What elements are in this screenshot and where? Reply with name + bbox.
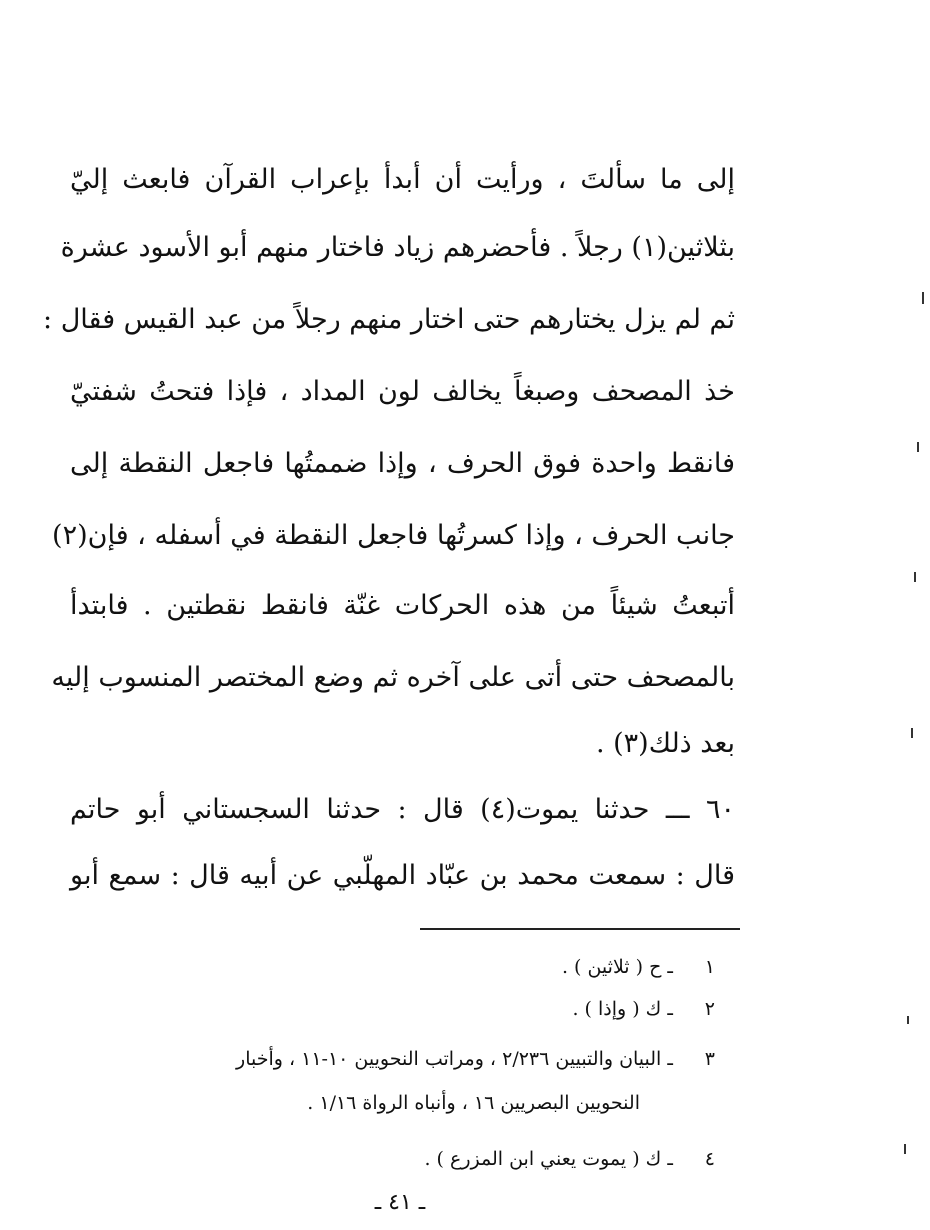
margin-mark (911, 728, 913, 738)
body-line-8: بالمصحف حتى أتى على آخره ثم وضع المختصر المنسوب إليه (51, 662, 735, 693)
body-line-9: بعد ذلك(٣) . (595, 728, 735, 759)
body-line-11: قال : سمعت محمد بن عبّاد المهلّبي عن أبيه قال : سمع أبو (70, 860, 735, 891)
margin-mark (917, 442, 919, 452)
body-line-6: جانب الحرف ، وإذا كسرتُها فاجعل النقطة في أسفله ، فإن(٢) (52, 520, 735, 551)
page-number: ـ ٤١ ـ (374, 1190, 426, 1215)
body-line-2: بثلاثين(١) رجلاً . فأحضرهم زياد فاختار منهم أبو الأسود عشرة (60, 232, 735, 263)
footnote-number: ١ (704, 956, 715, 978)
margin-mark (907, 1016, 909, 1024)
footnote-1 (300, 950, 715, 984)
footnote-4 (300, 1142, 715, 1176)
footnote-text: ـ ح ( ثلاثين ) . (561, 956, 673, 978)
margin-mark (914, 572, 916, 582)
body-line-1: إلى ما سألتَ ، ورأيت أن أبدأ بإعراب القرآن فابعث إليّ (70, 164, 735, 195)
body-line-5: فانقط واحدة فوق الحرف ، وإذا ضممتُها فاجعل النقطة إلى (70, 448, 735, 479)
footnote-3 (70, 1042, 715, 1076)
body-line-10: ٦٠ ـــ حدثنا يموت(٤) قال : حدثنا السجستاني أبو حاتم (70, 794, 735, 825)
footnote-3-continued (220, 1086, 640, 1120)
footnote-text: ـ ك ( يموت يعني ابن المزرع ) . (424, 1148, 673, 1170)
footnote-text: النحويين البصريين ١٦ ، وأنباه الرواة ١/١٦ . (307, 1092, 640, 1114)
margin-mark (922, 292, 924, 304)
margin-mark (904, 1144, 906, 1154)
footnote-2 (300, 992, 715, 1026)
footnote-number: ٢ (704, 998, 715, 1020)
footnote-text: ـ البيان والتبيين ٢/٢٣٦ ، ومراتب النحويين ١٠-١١ ، وأخبار (236, 1048, 673, 1070)
body-line-3: ثم لم يزل يختارهم حتى اختار منهم رجلاً من عبد القيس فقال : (43, 304, 735, 335)
footnote-separator (420, 928, 740, 930)
body-line-7: أتبعتُ شيئاً من هذه الحركات غنّة فانقط نقطتين . فابتدأ (70, 590, 735, 621)
body-line-4: خذ المصحف وصبغاً يخالف لون المداد ، فإذا فتحتُ شفتيّ (70, 376, 735, 407)
footnote-text: ـ ك ( وإذا ) . (572, 998, 673, 1020)
footnote-number: ٤ (704, 1148, 715, 1170)
footnote-number: ٣ (704, 1048, 715, 1070)
